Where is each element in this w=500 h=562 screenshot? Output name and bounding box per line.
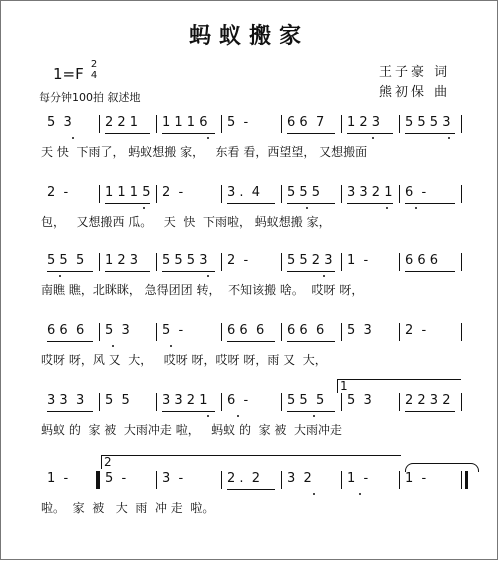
duration-underline (347, 133, 393, 134)
octave-dot (313, 493, 315, 495)
duration-underline (227, 203, 275, 204)
measure-notes: 2 - (227, 253, 249, 268)
measure-notes: 3 3 3 (47, 393, 85, 408)
measure-notes: 1 1 1 5 (105, 185, 151, 200)
duration-underline (287, 271, 335, 272)
bar-line (156, 185, 157, 203)
bar-line (399, 471, 400, 489)
bar-line (99, 471, 100, 489)
score-line (1, 471, 498, 531)
measure-notes: 3 3 2 1 (347, 185, 393, 200)
lyric-line: 天 快 下雨了， 蚂蚁想搬 家， 东看 看，西望望， 又想搬面 (41, 145, 368, 159)
measure-notes: 2 2 1 (105, 115, 139, 130)
measure-notes: 2 - (405, 323, 427, 338)
octave-dot (143, 207, 145, 209)
lyricist-credit: 王子豪 词 (379, 65, 451, 80)
bar-line (281, 185, 282, 203)
time-signature (89, 59, 99, 81)
octave-dot (448, 137, 450, 139)
tempo-marking: 每分钟100拍 叙述地 (39, 91, 141, 104)
octave-dot (359, 493, 361, 495)
bar-line (156, 323, 157, 341)
octave-dot (323, 275, 325, 277)
bar-line (341, 185, 342, 203)
bar-line (461, 185, 462, 203)
volta-first-ending: 1 (337, 379, 461, 393)
score-line (1, 323, 498, 383)
score-line (1, 115, 498, 175)
measure-notes: 3 2 (287, 471, 312, 486)
measure-notes: 5 - (227, 115, 249, 130)
bar-line (221, 471, 222, 489)
bar-line (461, 253, 462, 271)
composer-credit: 熊初保 曲 (379, 85, 451, 100)
lyric-line: 蚂蚁 的 家 被 大雨冲走 啦， 蚂蚁 的 家 被 大雨冲走 (41, 423, 343, 437)
duration-underline (405, 133, 455, 134)
bar-line (461, 323, 462, 341)
measure-notes: 1 - (347, 471, 369, 486)
measure-notes: 5 - (105, 471, 127, 486)
bar-line (399, 393, 400, 411)
duration-underline (105, 271, 150, 272)
octave-dot (372, 137, 374, 139)
key-signature: 1=F (53, 65, 84, 83)
bar-line (281, 253, 282, 271)
score-line (1, 253, 498, 313)
bar-line (221, 323, 222, 341)
measure-notes: 5 5 5 3 (405, 115, 451, 130)
tie-arc (405, 463, 479, 472)
lyric-line: 啦。 家 被 大 雨 冲 走 啦。 (41, 501, 215, 515)
measure-notes: 1 2 3 (347, 115, 381, 130)
measure-notes: 2 - (47, 185, 69, 200)
measure-notes: 6 - (227, 393, 249, 408)
measure-notes: 5 3 (347, 323, 372, 338)
score-line (1, 185, 498, 245)
octave-dot (306, 207, 308, 209)
volta-second-ending: 2 (101, 455, 401, 469)
duration-underline (47, 341, 93, 342)
lyric-line: 南瞧 瞧，北眯眯， 急得团团 转， 不知该搬 啥。 哎呀 呀， (41, 283, 364, 297)
measure-notes: 6 6 6 (47, 323, 85, 338)
duration-underline (105, 133, 150, 134)
measure-notes: 1 - (347, 253, 369, 268)
octave-dot (415, 207, 417, 209)
bar-line (341, 393, 342, 411)
time-signature-top: 2 (90, 59, 98, 70)
bar-line (399, 253, 400, 271)
bar-line (99, 185, 100, 203)
measure-notes: 5 3 (47, 115, 72, 130)
bar-line (156, 115, 157, 133)
duration-underline (287, 341, 335, 342)
bar-line (399, 185, 400, 203)
measure-notes: 3 - (162, 471, 184, 486)
bar-line (99, 253, 100, 271)
octave-dot (386, 207, 388, 209)
octave-dot (207, 137, 209, 139)
duration-underline (405, 271, 455, 272)
bar-line (99, 393, 100, 411)
measure-notes: 5 5 5 (287, 185, 321, 200)
bar-line (221, 185, 222, 203)
measure-notes: 3 3 2 1 (162, 393, 208, 408)
score-line (1, 393, 498, 453)
duration-underline (227, 341, 275, 342)
bar-line (461, 115, 462, 133)
bar-line (461, 471, 462, 489)
bar-line (156, 393, 157, 411)
duration-underline (287, 411, 335, 412)
measure-notes: 2 2 3 2 (405, 393, 451, 408)
bar-line (399, 323, 400, 341)
bar-line (341, 471, 342, 489)
duration-underline (162, 411, 215, 412)
bar-line (156, 471, 157, 489)
measure-notes: 6 - (405, 185, 427, 200)
measure-notes: 5 3 (105, 323, 130, 338)
measure-notes: 1 - (405, 471, 427, 486)
repeat-bar (96, 471, 99, 489)
measure-notes: 5 5 5 3 (162, 253, 208, 268)
bar-line (156, 253, 157, 271)
bar-line (281, 323, 282, 341)
duration-underline (105, 203, 150, 204)
bar-line (281, 393, 282, 411)
final-bar (465, 471, 468, 489)
bar-line (221, 115, 222, 133)
measure-notes: 2 . 2 (227, 471, 261, 486)
measure-notes: 5 5 2 3 (287, 253, 333, 268)
measure-notes: 6 6 6 (405, 253, 439, 268)
measure-notes: 5 3 (347, 393, 372, 408)
duration-underline (162, 133, 215, 134)
measure-notes: 5 5 5 (47, 253, 85, 268)
bar-line (341, 115, 342, 133)
measure-notes: 6 6 6 (227, 323, 265, 338)
bar-line (99, 323, 100, 341)
measure-notes: 5 5 (105, 393, 130, 408)
duration-underline (405, 203, 455, 204)
duration-underline (347, 203, 393, 204)
measure-notes: 1 - (47, 471, 69, 486)
measure-notes: 5 - (162, 323, 184, 338)
measure-notes: 1 1 1 6 (162, 115, 208, 130)
lyric-line: 哎呀 呀，风 又 大， 哎呀 呀，哎呀 呀，雨 又 大， (41, 353, 327, 367)
measure-notes: 2 - (162, 185, 184, 200)
bar-line (221, 393, 222, 411)
octave-dot (207, 415, 209, 417)
bar-line (99, 115, 100, 133)
octave-dot (59, 275, 61, 277)
octave-dot (237, 415, 239, 417)
measure-notes: 1 2 3 (105, 253, 139, 268)
bar-line (399, 115, 400, 133)
measure-notes: 6 6 6 (287, 323, 325, 338)
measure-notes: 6 6 7 (287, 115, 325, 130)
lyric-line: 包， 又想搬西 瓜。 天 快 下雨啦， 蚂蚁想搬 家， (41, 215, 331, 229)
octave-dot (72, 137, 74, 139)
octave-dot (313, 415, 315, 417)
duration-underline (405, 411, 455, 412)
duration-underline (287, 133, 335, 134)
duration-underline (47, 411, 93, 412)
bar-line (281, 115, 282, 133)
measure-notes: 3 . 4 (227, 185, 261, 200)
bar-line (341, 253, 342, 271)
measure-notes: 5 5 5 (287, 393, 325, 408)
bar-line (341, 323, 342, 341)
octave-dot (112, 345, 114, 347)
octave-dot (170, 345, 172, 347)
bar-line (221, 253, 222, 271)
duration-underline (47, 271, 93, 272)
song-title: 蚂蚁搬家 (188, 23, 309, 49)
bar-line (461, 393, 462, 411)
bar-line (281, 471, 282, 489)
duration-underline (287, 203, 335, 204)
duration-underline (227, 489, 275, 490)
duration-underline (162, 271, 215, 272)
time-signature-bottom: 4 (90, 70, 98, 81)
octave-dot (207, 275, 209, 277)
